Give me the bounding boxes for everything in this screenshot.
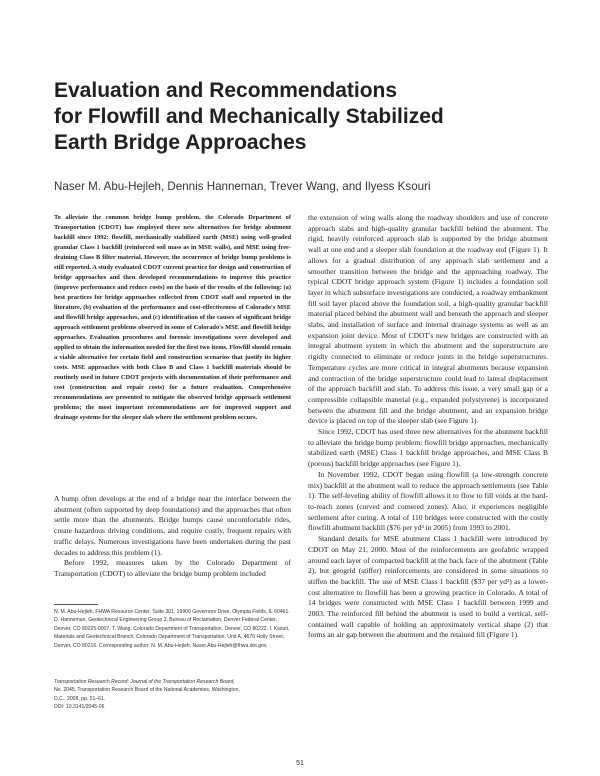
- author-list: Naser M. Abu-Hejleh, Dennis Hanneman, Trever Wang, and Ilyess Ksouri: [54, 180, 431, 193]
- title-line-1: Evaluation and Recommendations: [54, 79, 398, 102]
- abstract: To alleviate the common bridge bump problem, the Colorado Department of Transportation (CDOT) has employed three new alternatives for bridge abutment backfill since 1992: flowfill, mechanically stabilized earth (MSE) using well-graded granular Class 1 backfill (reinforced soil mass as in MSE walls), and MSE using free-draining Class B filter material. However, the occurrence of bridge bump problems is still reported. A study evaluated CDOT current practice for design and construction of bridge approaches and then developed recommendations to improve this practice (improve performance and reduce costs) on the basis of the results of the following: (a) best practices for bridge approaches collected from CDOT staff and reported in the literature, (b) evaluation of the performance and cost-effectiveness of Colorado's MSE and flowfill bridge approaches, and (c) identification of the causes of significant bridge approach settlement problems observed in some of Colorado's MSE and flowfill bridge approaches. Evaluation procedures and forensic investigations were developed and applied to obtain the information needed for the first two items. Flowfill should remain a viable alternative for certain field and construction scenarios that justify its higher costs. MSE approaches with both Class B and Class 1 backfill materials should be routinely used in future CDOT projects with documentation of their performance and cost (construction and repair costs) for a future evaluation. Comprehensive recommendations are presented to mitigate the observed bridge approach settlement problems; the most important recommendations are for improved support and drainage systems for the sleeper slab where the settlement problem occurs.: [54, 214, 291, 421]
- page-number: 51: [296, 760, 304, 767]
- introduction: [54, 494, 291, 580]
- body-paragraph-3: In November 1992, CDOT began using flowfill (a low-strength concrete mix) backfill at the abutment wall to reduce the approach settlements (see Table 1). The self-leveling ability of flowfill allows it to flow to fill voids at the hard-to-reach zones (curved and cornered zones). Also, it experiences negligible settlement after curing. A total of 110 bridges were constructed with the costly flowfill abutment backfill ($76 per yd³ in 2005) from 1993 to 2001.: [308, 469, 548, 533]
- journal-citation: [54, 678, 291, 712]
- title-line-3: Earth Bridge Approaches: [54, 131, 307, 154]
- intro-paragraph-1: A bump often develops at the end of a bridge near the interface between the abutment (often supported by deep foundations) and the approaches that often settle more than the abutments. Bridge bumps cause uncomfortable rides, create hazardous driving conditions, and require costly, frequent repairs with traffic delays. Numerous investigations have been undertaken during the past decades to address this problem (1).: [54, 494, 291, 557]
- journal-line-1: Transportation Research Record: Journal of the Transportation Research Board,: [54, 679, 235, 685]
- journal-line-2: No. 2045, Transportation Research Board of the National Academies, Washington,: [54, 687, 240, 694]
- body-paragraph-2: Since 1992, CDOT has used three new alternatives for the abutment backfill to alleviate the bridge bump problem: flowfill bridge approaches, mechanically stabilized earth (MSE) Class 1 backfill bridge approaches, and MSE Class B (porous) backfill bridge approaches (see Figure 1).: [308, 427, 548, 469]
- doi: DOI: 10.3141/2045-06: [54, 704, 105, 711]
- author-affiliations: N. M. Abu-Hejleh, FHWA Resource Center, Suite 301, 19900 Governors Drive, Olympia Fields, IL 60461. D. Hanneman, Geotechnical Engineering Group 3, Bureau of Reclamation, Denver Federal Center, Denver, CO 80225-0007. T. Wang, Colorado Department of Transportation, Denver, CO 80222. I. Ksouri, Materials and Geotechnical Branch, Colorado Department of Transportation, Unit A, 4670 Holly Street, Denver, CO 80216. Corresponding author: N. M. Abu-Hejleh, Naser.Abu-Hejleh@fhwa.dot.gov.: [54, 609, 290, 649]
- body-paragraph-4: Standard details for MSE abutment Class 1 backfill were introduced by CDOT on May 21, 2000. Most of the reinforcements are geofabric wrapped around each layer of compacted backfill at the back face of the abutment (Table 2), but geogrid (stiffer) reinforcements are considered in some situations to stiffen the backfill. The use of MSE Class 1 backfill ($37 per yd³) as a lower-cost alternative to flowfill has been a growing practice in Colorado. A total of 14 bridges were constructed with MSE Class 1 backfill between 1999 and 2003. The reinforced fill behind the abutment is used to build a vertical, self-contained wall capable of holding an approximately vertical shape (2) that forms an air gap between the abutment and the retained fill (Figure 1).: [308, 534, 548, 640]
- footnote-divider: [54, 604, 98, 605]
- journal-line-3: D.C., 2008, pp. 51–61.: [54, 695, 106, 702]
- paper-title: [54, 78, 554, 156]
- right-column: [308, 213, 548, 641]
- intro-paragraph-2: Before 1992, measures taken by the Colorado Department of Transportation (CDOT) to alleviate the bridge bump problem included: [54, 558, 291, 578]
- title-line-2: for Flowfill and Mechanically Stabilized: [54, 105, 444, 128]
- body-paragraph-1: the extension of wing walls along the roadway shoulders and use of concrete approach slabs and high-quality granular backfill behind the abutment. The rigid, heavily reinforced approach slab is supported by the bridge abutment wall at one end and a sleeper slab foundation at the roadway end (Figure 1). It allows for a gradual distribution of any approach slab settlement and a smoother transition between the bridge and the approaching roadway. The typical CDOT bridge approach system (Figure 1) includes a foundation soil layer in which subsurface investigations are conducted, a roadway embankment fill soil layer placed above the foundation soil, a high-quality granular backfill material placed behind the abutment wall and beneath the approach and sleeper slabs, and installation of surface and internal drainage systems as well as an expansion joint device. Most of CDOT's new bridges are constructed with an integral abutment system in which the abutment and the superstructure are rigidly connected to eliminate or reduce joints in the bridge superstructures. Temperature cycles are more critical in integral abutments because expansion and contraction of the bridge superstructure could lead to lateral displacement of the approach backfill and slab. To address this issue, a very small gap or a compressible collapsible material (e.g., expanded polystyrene) is incorporated between the abutment fill and the bridge abutment, and an expansion bridge device is placed on top of the sleeper slab (see Figure 1).: [308, 213, 548, 426]
